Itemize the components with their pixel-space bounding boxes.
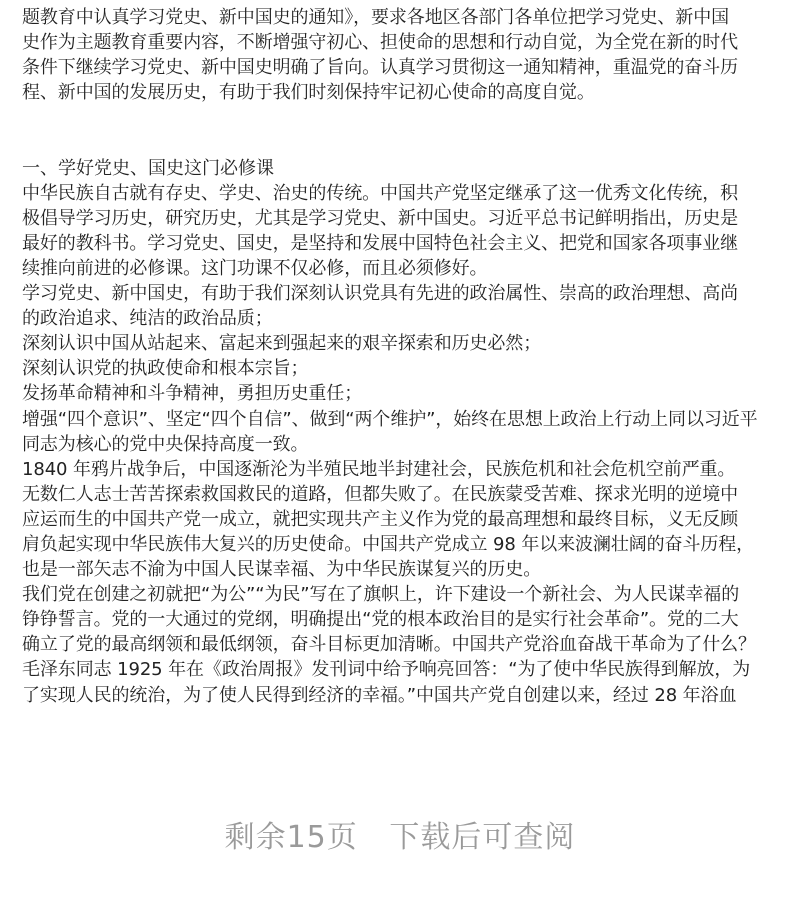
- text-line: 的政治追求、纯洁的政治品质；: [22, 308, 273, 330]
- text-line: 题教育中认真学习党史、新中国史的通知》，要求各地区各部门各单位把学习党史、新中国: [22, 7, 729, 28]
- text-line: 肩负起实现中华民族伟大复兴的历史使命。中国共产党成立 98 年以来波澜壮阔的奋斗历程，: [22, 533, 755, 555]
- text-line: 我们党在创建之初就把“为公”“为民”写在了旗帜上，许下建设一个新社会、为人民谋幸福的: [22, 584, 740, 606]
- text-line: 极倡导学习历史，研究历史，尤其是学习党史、新中国史。习近平总书记鲜明指出，历史是: [22, 207, 738, 229]
- text-line: 增强“四个意识”、坚定“四个自信”、做到“两个维护”，始终在思想上政治上行动上同以习近平: [22, 408, 758, 430]
- text-line: 确立了党的最高纲领和最低纲领，奋斗目标更加清晰。中国共产党浴血奋战干革命为了什么？: [22, 634, 756, 656]
- text-line: 程、新中国的发展历史，有助于我们时刻保持牢记初心使命的高度自觉。: [22, 82, 595, 104]
- text-line: 了实现人民的统治，为了使人民得到经济的幸福。”中国共产党自创建以来，经过 28 年浴血: [22, 684, 737, 706]
- text-line: 条件下继续学习党史、新中国史明确了旨向。认真学习贯彻这一通知精神，重温党的奋斗历: [22, 57, 738, 79]
- blank-line: [22, 130, 782, 155]
- text-line: 无数仁人志士苦苦探索救国救民的道路，但都失败了。在民族蒙受苦难、探求光明的逆境中: [22, 483, 738, 505]
- text-line: 深刻认识党的执政使命和根本宗旨；: [22, 358, 309, 380]
- text-line: 续推向前进的必修课。这门功课不仅必修，而且必须修好。: [22, 257, 488, 279]
- text-line: 中华民族自古就有存史、学史、治史的传统。中国共产党坚定继承了这一优秀文化传统，积: [22, 182, 738, 204]
- text-line: 1840 年鸦片战争后，中国逐渐沦为半殖民地半封建社会，民族危机和社会危机空前严重。: [22, 458, 736, 480]
- text-line: 深刻认识中国从站起来、富起来到强起来的艰辛探索和历史必然；: [22, 333, 542, 355]
- text-line: 应运而生的中国共产党一成立，就把实现共产主义作为党的最高理想和最终目标，义无反顾: [22, 508, 738, 530]
- document-body: [22, 5, 782, 708]
- text-line: 史作为主题教育重要内容，不断增强守初心、担使命的思想和行动自觉，为全党在新的时代: [22, 32, 738, 54]
- text-line: 学习党史、新中国史，有助于我们深刻认识党具有先进的政治属性、崇高的政治理想、高尚: [22, 283, 738, 305]
- text-line: 也是一部矢志不渝为中国人民谋幸福、为中华民族谋复兴的历史。: [22, 559, 542, 581]
- text-line: 铮铮誓言。党的一大通过的党纲，明确提出“党的根本政治目的是实行社会革命”。党的二大: [22, 609, 739, 631]
- text-line: 同志为核心的党中央保持高度一致。: [22, 433, 309, 455]
- blank-line: [22, 105, 782, 130]
- text-line: 最好的教科书。学习党史、国史，是坚持和发展中国特色社会主义、把党和国家各项事业继: [22, 232, 738, 254]
- text-line: 毛泽东同志 1925 年在《政治周报》发刊词中给予响亮回答：“为了使中华民族得到解放，为: [22, 659, 751, 681]
- section-heading: 一、学好党史、国史这门必修课: [22, 157, 274, 179]
- text-line: 发扬革命精神和斗争精神，勇担历史重任；: [22, 383, 363, 405]
- remaining-pages-notice[interactable]: 剩余15页 下载后可查阅: [224, 820, 576, 855]
